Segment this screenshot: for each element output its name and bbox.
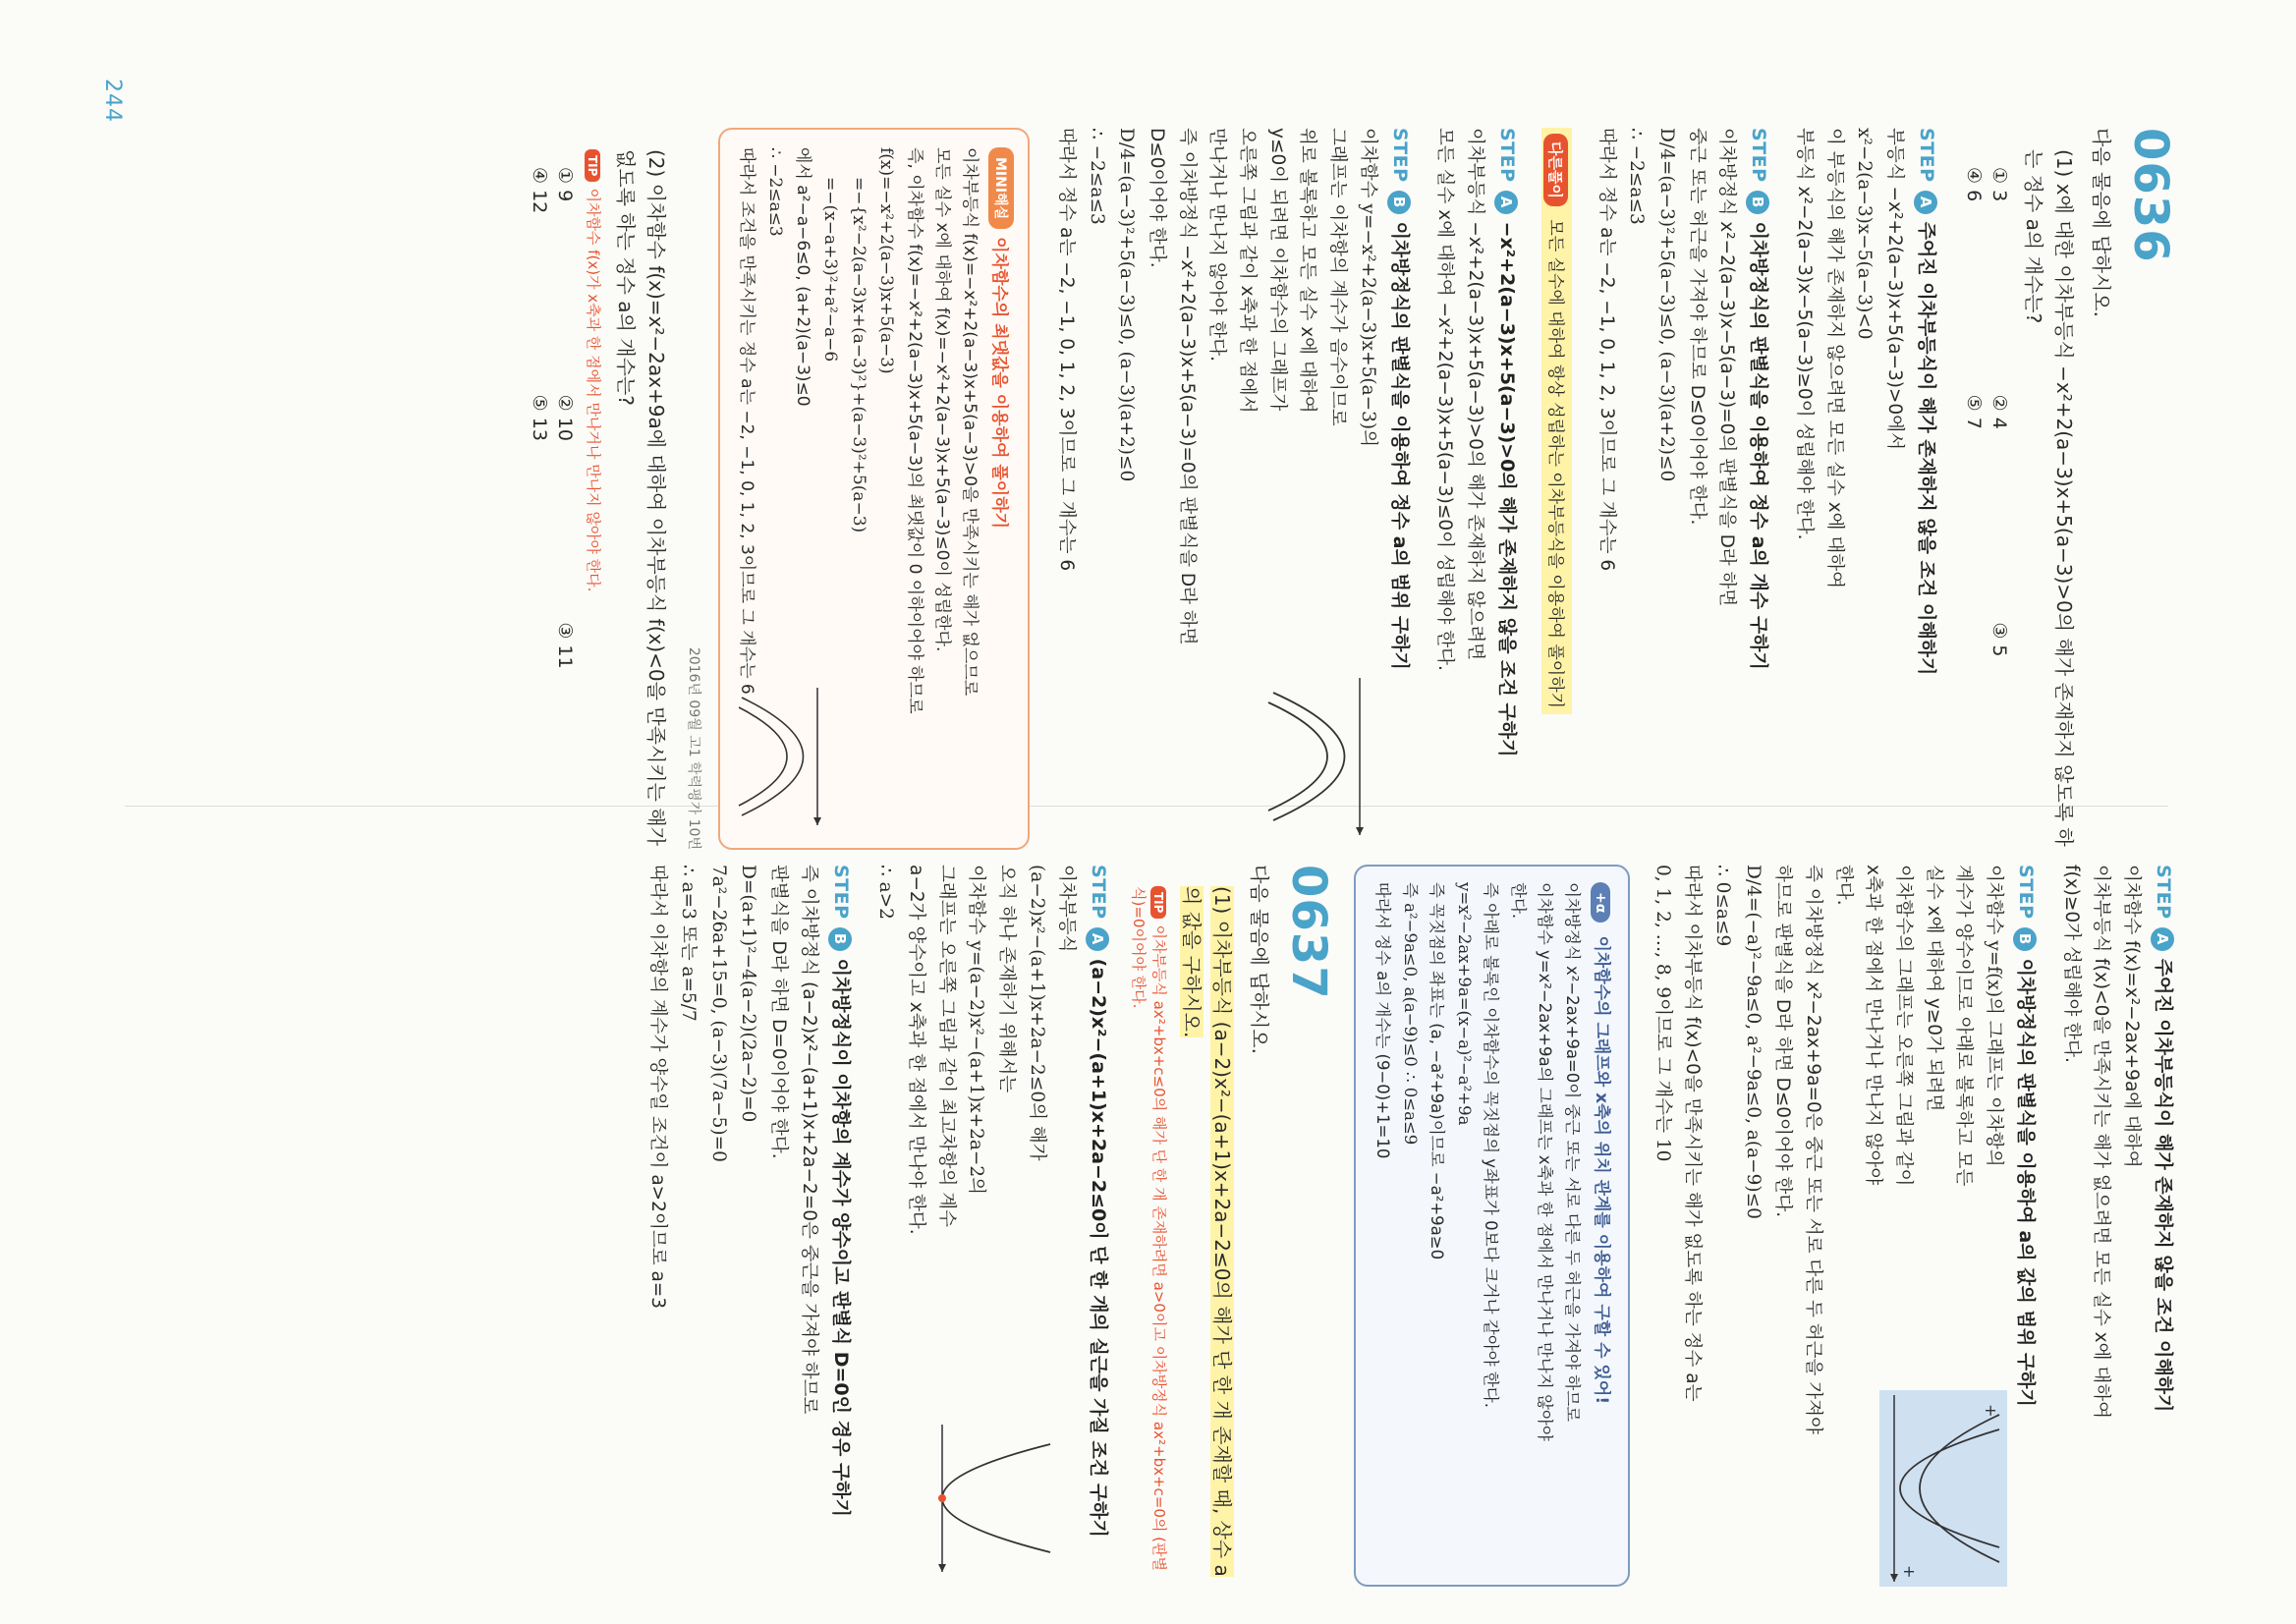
solution-line: D≤0이어야 한다. [1146, 128, 1167, 268]
upward-parabola-figure [1879, 1390, 2007, 1587]
step-title: (a−2)x²−(a+1)x+2a−2≤0이 단 한 개의 실근을 가질 조건 구하기 [1088, 958, 1110, 1538]
mini-body [734, 147, 982, 830]
answer-choices-1 [1963, 167, 2010, 850]
step-b-heading [1746, 128, 1773, 850]
step-letter-a: A [2151, 927, 2174, 951]
solution-line: D/4=(a−3)²+5(a−3)≤0, (a−3)(a+2)≤0 [1116, 128, 1138, 482]
mini-title: 이차함수의 최댓값을 이용하여 풀이하기 [988, 237, 1009, 530]
solution-line: ∴ a>2 [875, 865, 897, 920]
step-a-body [871, 865, 1081, 1587]
step-a-heading [1914, 128, 1941, 850]
choice: ④ 12 [529, 167, 551, 214]
step-tag: STEP [1748, 128, 1770, 183]
solution-line: x²−2(a−3)x−5(a−3)<0 [1854, 128, 1876, 340]
step-a-body [1789, 128, 1908, 850]
solution-line: 따라서 이차항의 계수가 양수일 조건이 a>2이므로 a=3 [647, 865, 669, 1310]
plus-line: 즉 꼭짓점의 좌표는 (a, −a²+9a)이므로 −a²+9a≥0 [1428, 882, 1447, 1260]
solution-line: 이차함수 f(x)=x²−2ax+9a에 대하여 [2121, 865, 2142, 1168]
tip-label: TIP [585, 149, 600, 182]
solution-line: 이차함수 y=f(x)의 그래프는 이차항의 [1983, 865, 2004, 1167]
solution-line: (a−2)x²−(a+1)x+2a−2≤0의 해가 [1026, 865, 1047, 1161]
step-letter-a: A [1086, 927, 1109, 951]
plus-line: 이차함수 y=x²−2ax+9a의 그래프는 x축과 한 점에서 만나거나 만나지 않아야 [1536, 882, 1555, 1441]
choice: ④ 6 [1963, 167, 1985, 202]
step-letter-b: B [2013, 927, 2037, 951]
problem-intro: 다음 물음에 답하시오. [1248, 865, 1272, 1054]
solution-line: 이차부등식 −x²+2(a−3)x+5(a−3)>0의 해가 존재하지 않으려면 [1464, 128, 1485, 661]
svg-text:+: + [1899, 1565, 1919, 1579]
solution-line: 모든 실수 x에 대하여 −x²+2(a−3)x+5(a−3)≤0이 성립해야 한다. [1434, 128, 1456, 671]
tip-note [1129, 886, 1170, 1587]
mini-line: =−(x−a+3)²+a²−a−6 [820, 177, 841, 363]
plus-line: y=x²−2ax+9a=(x−a)²−a²+9a [1454, 882, 1474, 1126]
answer-choices-2 [529, 167, 576, 850]
downward-parabola-figure [1263, 673, 1381, 840]
plus-line: 이차방정식 x²−2ax+9a=0이 중근 또는 서로 다른 두 허근을 가져야 하므로 [1562, 882, 1582, 1423]
solution-line: 계수가 양수이므로 아래로 볼록하고 모든 [1953, 865, 1975, 1187]
solution-line: 오직 하나 존재하기 위해서는 [996, 865, 1018, 1093]
solution-line: 실수 x에 대하여 y≥0가 되려면 [1923, 865, 1944, 1112]
solution-line: 이차함수 y=−x²+2(a−3)x+5(a−3)의 [1357, 128, 1378, 447]
solution-line: 이차함수의 그래프는 오른쪽 그림과 같이 [1892, 865, 1914, 1187]
step-title: 이차방정식의 판별식을 이용하여 a의 값의 범위 구하기 [2014, 958, 2037, 1407]
plus-line: 즉 아래로 볼록인 이차함수의 꼭짓점의 y좌표가 0보다 크거나 같아야 한다. [1482, 882, 1501, 1408]
page-number: 244 [100, 79, 125, 123]
solution-line: D/4=(a−3)²+5(a−3)≤0, (a−3)(a+2)≤0 [1655, 128, 1677, 482]
solution-line: 부등식 x²−2(a−3)x−5(a−3)≥0이 성립해야 한다. [1793, 128, 1815, 540]
problem-number-0637: 0637 [1281, 865, 1337, 1000]
solution-line: a−2가 양수이고 x축과 한 점에서 만나야 한다. [906, 865, 927, 1235]
solution-line: 따라서 이차부등식 f(x)<0을 만족시키는 해가 없도록 하는 정수 a는 [1682, 865, 1704, 1402]
step-tag: STEP [1088, 865, 1110, 920]
solution-line: 이 부등식의 해가 존재하지 않으려면 모든 실수 x에 대하여 [1823, 128, 1845, 589]
mini-line: ∴ −2≤a≤3 [764, 147, 785, 237]
problem-number-0636: 0636 [2123, 128, 2178, 263]
plus-title: 이차함수의 그래프와 x축의 위치 관계를 이용하여 구할 수 있어! [1591, 935, 1611, 1405]
step-title: −x²+2(a−3)x+5(a−3)>0의 해가 존재하지 않을 조건 구하기 [1495, 221, 1518, 757]
mini-line: 이차부등식 f(x)=−x²+2(a−3)x+5(a−3)>0을 만족시키는 해가 없으므로 [960, 147, 980, 697]
solution-line: 따라서 정수 a는 −2, −1, 0, 1, 2, 3이므로 그 개수는 6 [1055, 128, 1077, 572]
mini-head [988, 147, 1014, 830]
parabola-graph-icon [1879, 1390, 2007, 1587]
choice: ⑤ 13 [529, 394, 551, 441]
step-tag: STEP [829, 865, 852, 920]
choice: ① 3 [1988, 167, 2010, 202]
step-tag: STEP [1495, 128, 1518, 183]
solution-line: D/4=(−a)²−9a≤0, a²−9a≤0, a(a−9)≤0 [1742, 865, 1764, 1219]
step-title: 주어진 이차부등식이 해가 존재하지 않을 조건 이해하기 [2153, 958, 2174, 1413]
solution-line: 그래프는 이차항의 계수가 음수이므로 [1326, 128, 1348, 426]
mini-line: 에서 a²−a−6≤0, (a+2)(a−3)≤0 [793, 147, 813, 407]
solution-line: 중근 또는 허근을 가져야 하므로 D≤0이어야 한다. [1686, 128, 1708, 526]
step-tag: STEP [1388, 128, 1411, 183]
step-b-heading [828, 865, 856, 1587]
question-1 [1176, 865, 1237, 1587]
parabola-graph-icon [913, 1420, 1060, 1577]
step-title: 이차방정식의 판별식을 이용하여 정수 a의 개수 구하기 [1748, 221, 1770, 670]
choice: ③ 11 [554, 622, 577, 669]
step-title: 이차방정식의 판별식을 이용하여 정수 a의 범위 구하기 [1388, 221, 1411, 670]
mini-line: f(x)=−x²+2(a−3)x+5(a−3) [876, 147, 897, 374]
question-2: (2) 이차함수 f(x)=x²−2ax+9a에 대하여 이차부등식 f(x)<0을 만족시키는 해가 없도록 하는 정수 a의 개수는? [614, 149, 669, 846]
question-text: (1) 이차부등식 (a−2)x²−(a+1)x+2a−2≤0의 해가 단 한 개 존재할 때, 상수 a의 값을 구하시오. [1180, 886, 1235, 1577]
left-column [507, 128, 2178, 850]
mini-line: 모든 실수 x에 대하여 f(x)=−x²+2(a−3)x+5(a−3)≤0이 성립한다. [931, 147, 952, 652]
solution-line: 부등식 −x²+2(a−3)x+5(a−3)>0에서 [1884, 128, 1905, 450]
choice: ② 4 [1988, 394, 2010, 429]
solution-line: 판별식을 D라 하면 D=0이어야 한다. [768, 865, 790, 1159]
solution-line: ∴ a=3 또는 a=5/7 [678, 865, 700, 1022]
choice: ① 9 [554, 167, 577, 202]
plus-line: 한다. [1508, 882, 1528, 920]
alt-step-a-heading [1494, 128, 1522, 850]
tip-text: 이차부등식 ax²+bx+c≤0의 해가 단 한 개 존재하려면 a>0이고 이차방정식 ax²+bx+c=0의 (판별식)=0이어야 한다. [1130, 886, 1169, 1571]
parabola-graph-icon [1263, 673, 1381, 840]
solution-line: ∴ −2≤a≤3 [1086, 128, 1107, 225]
solution-line: ∴ 0≤a≤9 [1711, 865, 1733, 947]
solution-line: 즉 이차방정식 −x²+2(a−3)x+5(a−3)=0의 판별식을 D라 하면 [1176, 128, 1198, 645]
step-b-body [1592, 128, 1740, 850]
solution-line: ∴ −2≤a≤3 [1626, 128, 1648, 225]
svg-text:+: + [1981, 1404, 2000, 1418]
plus-line: 즉 a²−9a≤0, a(a−9)≤0 ∴ 0≤a≤9 [1400, 882, 1420, 1146]
mini-badge: MINI해설 [988, 147, 1014, 229]
step-b-body [644, 865, 822, 1587]
solution-line: 이차부등식 [1056, 865, 1078, 953]
solution-line: x축과 한 점에서 만나거나 만나지 않아야 [1863, 865, 1884, 1186]
solution-line: 위로 볼록하고 모든 실수 x에 대하여 [1297, 128, 1318, 414]
step-b-heading [2013, 865, 2041, 1587]
plus-line: 따라서 정수 a의 개수는 (9−0)+1=10 [1372, 882, 1392, 1159]
step-b-body [1648, 865, 2007, 1587]
step-a-heading [1086, 865, 1113, 1587]
solution-line: 한다. [1832, 865, 1854, 906]
step-letter-b: B [1387, 191, 1411, 214]
solution-line: 즉 이차방정식 x²−2ax+9a=0은 중근 또는 서로 다른 두 허근을 가져야 [1802, 865, 1823, 1434]
mini-line: 따라서 조건을 만족시키는 정수 a는 −2, −1, 0, 1, 2, 3이므로 그 개수는 6 [737, 147, 757, 695]
step-tag: STEP [2014, 865, 2037, 920]
mini-parabola-figure [737, 683, 835, 830]
choice: ② 10 [554, 394, 577, 441]
step-title: 이차방정식이 이차항의 계수가 양수이고 판별식 D=0인 경우 구하기 [829, 958, 852, 1517]
source-note: 2016년 09월 고1 학력평가 10번 [686, 646, 702, 850]
alt-step-b-heading [1387, 128, 1415, 850]
tip-text: 이차함수 f(x)가 x축과 한 점에서 만나거나 만나지 않아야 한다. [585, 188, 603, 592]
tip-label: TIP [1150, 886, 1166, 919]
step-title: 주어진 이차부등식이 해가 존재하지 않을 조건 이해하기 [1916, 221, 1937, 676]
mini-explanation-box [718, 128, 1030, 850]
choice: ⑤ 7 [1963, 394, 1985, 429]
solution-line: 이차함수 y=(a−2)x²−(a+1)x+2a−2의 [966, 865, 987, 1196]
step-tag: STEP [1916, 128, 1937, 183]
solution-line: f(x)≥0가 성립해야 한다. [2060, 865, 2082, 1063]
solution-line: 그래프는 오른쪽 그림과 같이 최고차항의 계수 [935, 865, 957, 1227]
plus-badge: +α [1591, 882, 1610, 923]
step-a-body [2056, 865, 2145, 1587]
solution-line: 즉 이차방정식 (a−2)x²−(a+1)x+2a−2=0은 중근을 가져야 하므로 [798, 865, 819, 1415]
alternative-solution-heading [1541, 128, 1572, 714]
solution-line: 이차부등식 f(x)<0을 만족시키는 해가 없으려면 모든 실수 x에 대하여 [2091, 865, 2112, 1419]
plus-alpha-box [1354, 865, 1630, 1587]
problem-intro: 다음 물음에 답하시오. [2090, 128, 2113, 317]
solution-line: 이차방정식 x²−2(a−3)x−5(a−3)=0의 판별식을 D라 하면 [1716, 128, 1738, 607]
solution-line: 만나거나 만나지 않아야 한다. [1206, 128, 1228, 362]
right-column [642, 865, 2178, 1587]
tip-note [584, 149, 604, 850]
solution-line: 따라서 정수 a는 −2, −1, 0, 1, 2, 3이므로 그 개수는 6 [1596, 128, 1617, 572]
alternative-tag: 다른풀이 [1543, 134, 1568, 206]
step-a-heading [2151, 865, 2178, 1587]
step-tag: STEP [2153, 865, 2174, 920]
choice: ③ 5 [1988, 622, 2010, 657]
mini-line: =−{x²−2(a−3)x+(a−3)²}+(a−3)²+5(a−3) [848, 177, 868, 533]
step-letter-a: A [1914, 191, 1937, 214]
plus-head [1591, 882, 1616, 1569]
question-1: (1) x에 대한 이차부등식 −x²+2(a−3)x+5(a−3)>0의 해가 존재하지 않도록 하는 정수 a의 개수는? [2022, 149, 2076, 847]
step-letter-b: B [1746, 191, 1769, 214]
solution-line: 오른쪽 그림과 같이 x축과 한 점에서 [1236, 128, 1258, 414]
alt-step-b-body [1051, 128, 1380, 850]
parabola-graph-icon [737, 683, 835, 830]
solution-line: 하므로 판별식을 D라 하면 D≤0이어야 한다. [1772, 865, 1794, 1218]
solution-line: y≤0이 되려면 이차함수의 그래프가 [1266, 128, 1288, 412]
alternative-title: 모든 실수에 대하여 항상 성립하는 이차부등식을 이용하여 풀이하기 [1544, 219, 1565, 709]
mini-line: 즉, 이차함수 f(x)=−x²+2(a−3)x+5(a−3)의 최댓값이 0 이하이어야 하므로 [904, 147, 924, 714]
step-letter-b: B [828, 927, 852, 951]
solution-line: 7a²−26a+15=0, (a−3)(7a−5)=0 [707, 865, 729, 1162]
solution-line: 0, 1, 2, …, 8, 9이므로 그 개수는 10 [1652, 865, 1673, 1162]
alt-step-a-body [1430, 128, 1488, 850]
solution-line: D=(a+1)²−4(a−2)(2a−2)=0 [738, 865, 759, 1123]
tangent-parabola-figure [913, 1420, 1060, 1577]
step-letter-a: A [1494, 191, 1518, 214]
